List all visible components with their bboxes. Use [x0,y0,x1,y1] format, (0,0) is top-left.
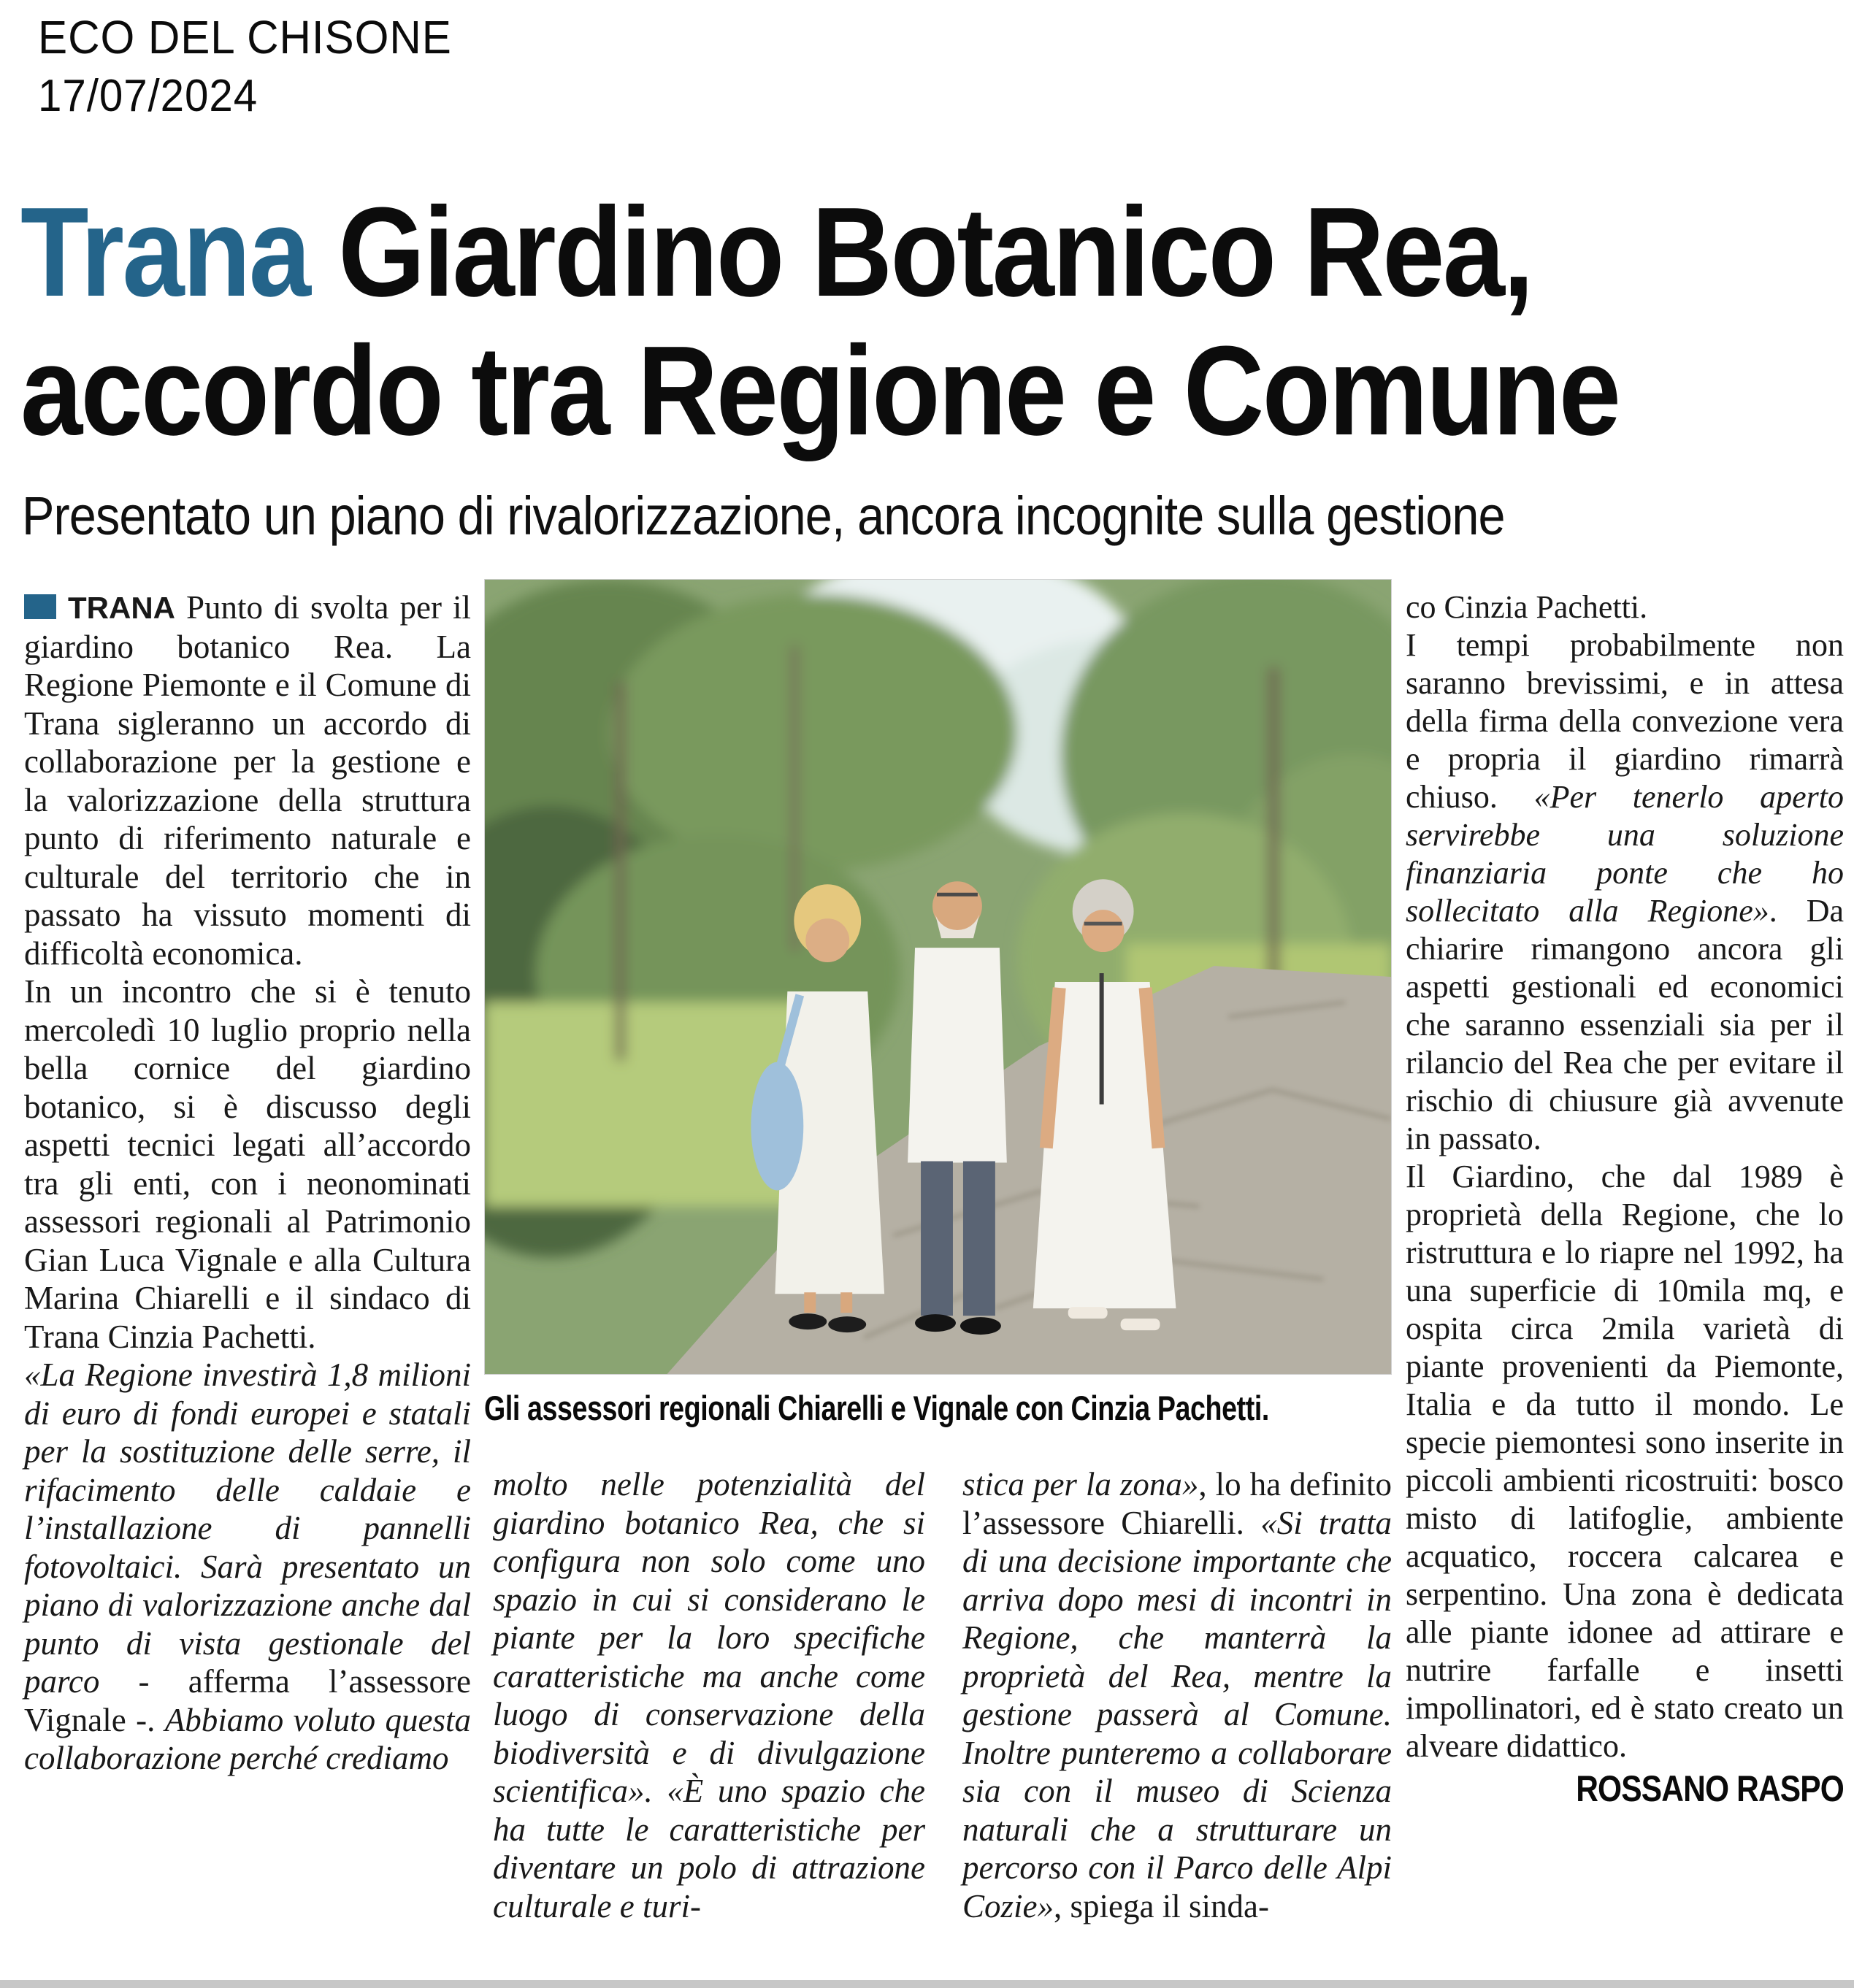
paragraph [1406,626,1844,1158]
text-segment: co Cinzia Pachetti. [1406,589,1648,625]
photo-illustration [485,580,1391,1374]
text-segment: molto nelle potenzialità del giardino botanico Rea, che si configura non solo come uno spazio in cui si considerano le piante per la loro specifiche caratteristiche ma anche come luogo di conservazione della biodiversità e di divulgazione scientifica». «È uno spazio che ha tutte le caratteristiche per diventare un polo di attrazione culturale e turi- [493,1466,925,1924]
paragraph [493,1465,925,1925]
headline-text: Giardino Botanico Rea, accordo tra Regione e Comune [20,180,1620,461]
paragraph [1406,1158,1844,1765]
paragraph [962,1465,1392,1925]
publication-date: 17/07/2024 [38,71,258,121]
paragraph [24,1356,471,1778]
text-segment: I tempi probabilmente non saranno brevissimi, e in attesa della firma della convezione vera e propria il giardino rimarrà chiuso. [1406,627,1844,815]
text-segment: «La Regione investirà 1,8 milioni di euro di fondi europei e statali per la sostituzione delle serre, il rifacimento delle caldaie e l’installazione di pannelli fotovoltaici. Sarà presentato un piano di valorizzazione anche dal punto di vista gestionale del parco [24,1356,471,1700]
masthead: ECO DEL CHISONE [38,11,452,64]
article-column-1 [24,588,471,1778]
text-segment: , spiega il sinda- [1054,1887,1269,1924]
text-segment: Punto di svolta per il giardino botanico Rea. La Regione Piemonte e il Comune di Trana sigleranno un accordo di collaborazione per la gestione e la valorizzazione della struttura punto di riferimento naturale e culturale del territorio che in passato ha vissuto momenti di difficoltà economica. [24,589,471,972]
text-segment: . Da chiarire rimangono ancora gli aspetti gestionali ed economici che saranno essenziali sia per il rilancio del Rea che per evitare il rischio di chiusure già avvenute in passato. [1406,893,1844,1156]
article-photo [484,579,1392,1375]
article-column-2 [493,1465,925,1925]
text-segment: stica per la zona» [962,1466,1199,1502]
headline-kicker: Trana [20,180,310,323]
text-segment: «Si tratta di una decisione importante che arriva dopo mesi di incontri in Regione, che manterrà la proprietà del Rea, mentre la gestione passerà al Comune. Inoltre punteremo a collaborare sia con il museo di Scienza naturali che a strutturare un percorso con il Parco delle Alpi Cozie» [962,1504,1392,1924]
text-segment: In un incontro che si è tenuto mercoledì 10 luglio proprio nella bella cornice del giardino botanico, si è discusso degli aspetti tecnici legati all’accordo tra gli enti, con i neonominati assessori regionali al Patrimonio Gian Luca Vignale e alla Cultura Marina Chiarelli e il sindaco di Trana Cinzia Pachetti. [24,973,471,1355]
text-segment: TRANA [68,591,175,625]
paragraph [24,972,471,1356]
article-column-3 [962,1465,1392,1925]
paragraph [1406,588,1844,626]
article-column-4 [1406,588,1844,1808]
text-segment: «Per tenerlo aperto servirebbe una soluzione finanziaria ponte che ho sollecitato alla Regione» [1406,779,1844,929]
paragraph [24,588,471,972]
subhead: Presentato un piano di rivalorizzazione, ancora incognite sulla gestione [22,486,1505,546]
text-segment: , lo ha definito l’assessore Chiarelli. [962,1466,1392,1541]
bottom-scan-bar [0,1980,1854,1988]
text-segment: - afferma l’assessore Vignale -. [24,1663,471,1738]
section-marker-icon [24,594,56,619]
text-segment: Il Giardino, che dal 1989 è proprietà della Regione, che lo ristruttura e lo riapre nel 1992, ha una superficie di 10mila mq, e ospita circa 2mila varietà di piante provenienti da Piemonte, Italia e da tutto il mondo. Le specie piemontesi sono inserite in piccoli ambienti ricostruiti: bosco misto di latifoglie, ambiente acquatico, roccera calcarea e serpentino. Una zona è dedicata alle piante idonee ad attirare e nutrire farfalle e insetti impollinatori, ed è stato creato un alveare didattico. [1406,1159,1844,1764]
author-byline: ROSSANO RASPO [1576,1768,1844,1809]
photo-caption: Gli assessori regionali Chiarelli e Vignale con Cinzia Pachetti. [484,1389,1269,1427]
text-segment: Abbiamo voluto questa collaborazione perché crediamo [24,1701,471,1776]
headline [20,180,1845,461]
